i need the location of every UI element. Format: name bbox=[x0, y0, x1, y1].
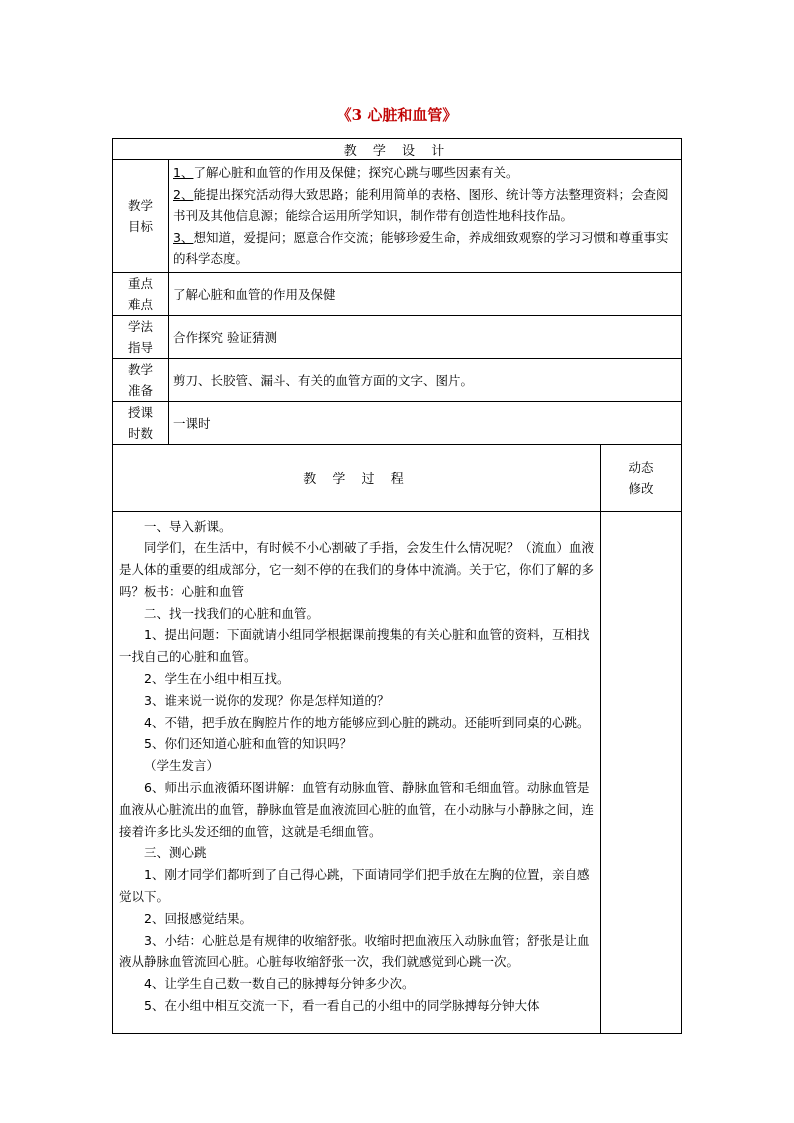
dynamic-label-line1: 动态 bbox=[628, 459, 654, 475]
prep-label-line2: 准备 bbox=[127, 382, 153, 398]
dynamic-edit-header bbox=[601, 444, 682, 511]
process-paragraph: 三、测心跳 bbox=[144, 845, 207, 861]
method-label-line1: 学法 bbox=[127, 318, 153, 334]
method-label-line2: 指导 bbox=[127, 339, 153, 355]
process-paragraph: 6、师出示血液循环图讲解：血管有动脉血管、静脉血管和毛细血管。动脉血管是血液从心脏流出的血管，静脉血管是血液流回心脏的血管，在小动脉与小静脉之间，连接着许多比头发还细的血管，这就是毛细血管。 bbox=[119, 780, 595, 839]
key-row bbox=[113, 272, 682, 315]
prep-value: 剪刀、长胶管、漏斗、有关的血管方面的文字、图片。 bbox=[169, 358, 682, 401]
process-paragraph: 3、小结：心脏总是有规律的收缩舒张。收缩时把血液压入动脉血管；舒张是让血液从静脉血管流回心脏。心脏每收缩舒张一次，我们就感觉到心跳一次。 bbox=[119, 932, 590, 970]
process-paragraph: 2、回报感觉结果。 bbox=[144, 910, 252, 926]
process-paragraph: 4、让学生自己数一数自己的脉搏每分钟多少次。 bbox=[144, 976, 415, 992]
method-row bbox=[113, 315, 682, 358]
hours-label bbox=[113, 401, 169, 444]
goal-text: 想知道，爱提问；愿意合作交流；能够珍爱生命，养成细致观察的学习习惯和尊重事实的科学态度。 bbox=[173, 229, 669, 266]
process-body-row bbox=[113, 511, 682, 1033]
process-paragraph: 3、谁来说一说你的发现？你是怎样知道的？ bbox=[144, 692, 390, 708]
process-paragraph: 4、不错，把手放在胸腔片作的地方能够应到心脏的跳动。还能听到同桌的心跳。 bbox=[144, 714, 590, 730]
hours-label-line1: 授课 bbox=[127, 404, 153, 420]
hours-row bbox=[113, 401, 682, 444]
goal-text: 能提出探究活动得大致思路；能利用简单的表格、图形、统计等方法整理资料；会查阅书刊及其他信息源；能综合运用所学知识，制作带有创造性地科技作品。 bbox=[173, 186, 669, 223]
goals-content bbox=[169, 160, 682, 273]
document-title: 《3 心脏和血管》 bbox=[336, 106, 458, 124]
dynamic-label-line2: 修改 bbox=[628, 480, 654, 496]
process-paragraph: 1、刚才同学们都听到了自己得心跳，下面请同学们把手放在左胸的位置，亲自感觉以下。 bbox=[119, 867, 590, 905]
hours-label-line2: 时数 bbox=[127, 425, 153, 441]
process-header: 教 学 过 程 bbox=[113, 444, 601, 511]
process-paragraph: 二、找一找我们的心脏和血管。 bbox=[144, 605, 320, 621]
goal-item bbox=[173, 227, 677, 270]
key-value: 了解心脏和血管的作用及保健 bbox=[169, 272, 682, 315]
process-paragraph: 一、导入新课。 bbox=[144, 518, 232, 534]
prep-row bbox=[113, 358, 682, 401]
key-label-line1: 重点 bbox=[127, 275, 153, 291]
goal-item bbox=[173, 184, 677, 227]
goal-item bbox=[173, 162, 677, 184]
dynamic-edit-column bbox=[601, 511, 682, 1033]
goals-label bbox=[113, 160, 169, 273]
process-content bbox=[113, 511, 601, 1033]
lesson-plan-table bbox=[112, 138, 682, 1034]
process-paragraph: 5、在小组中相互交流一下，看一看自己的小组中的同学脉搏每分钟大体 bbox=[144, 998, 540, 1014]
prep-label bbox=[113, 358, 169, 401]
goals-label-line2: 目标 bbox=[127, 218, 153, 234]
prep-label-line1: 教学 bbox=[127, 361, 153, 377]
goal-text: 了解心脏和血管的作用及保健；探究心跳与哪些因素有关。 bbox=[193, 165, 519, 180]
hours-value: 一课时 bbox=[169, 401, 682, 444]
header-row bbox=[113, 139, 682, 160]
goal-number: 2、 bbox=[173, 186, 194, 202]
goal-number: 1、 bbox=[173, 165, 194, 180]
goals-label-line1: 教学 bbox=[127, 197, 153, 213]
process-paragraph: 1、提出问题：下面就请小组同学根据课前搜集的有关心脏和血管的资料，互相找一找自己的心脏和血管。 bbox=[119, 627, 590, 665]
method-value: 合作探究 验证猜测 bbox=[169, 315, 682, 358]
process-paragraph: （学生发言） bbox=[144, 758, 220, 774]
goal-number: 3、 bbox=[173, 229, 194, 245]
process-paragraph: 5、你们还知道心脏和血管的知识吗？ bbox=[144, 736, 352, 752]
process-paragraph: 同学们，在生活中，有时候不小心割破了手指，会发生什么情况呢？（流血）血液是人体的重要的组成部分，它一刻不停的在我们的身体中流淌。关于它，你们了解的多吗？板书：心脏和血管 bbox=[119, 540, 595, 599]
section-header: 教 学 设 计 bbox=[113, 139, 682, 160]
key-label bbox=[113, 272, 169, 315]
method-label bbox=[113, 315, 169, 358]
goals-row bbox=[113, 160, 682, 273]
key-label-line2: 难点 bbox=[127, 296, 153, 312]
process-header-row bbox=[113, 444, 682, 511]
process-paragraph: 2、学生在小组中相互找。 bbox=[144, 671, 290, 687]
